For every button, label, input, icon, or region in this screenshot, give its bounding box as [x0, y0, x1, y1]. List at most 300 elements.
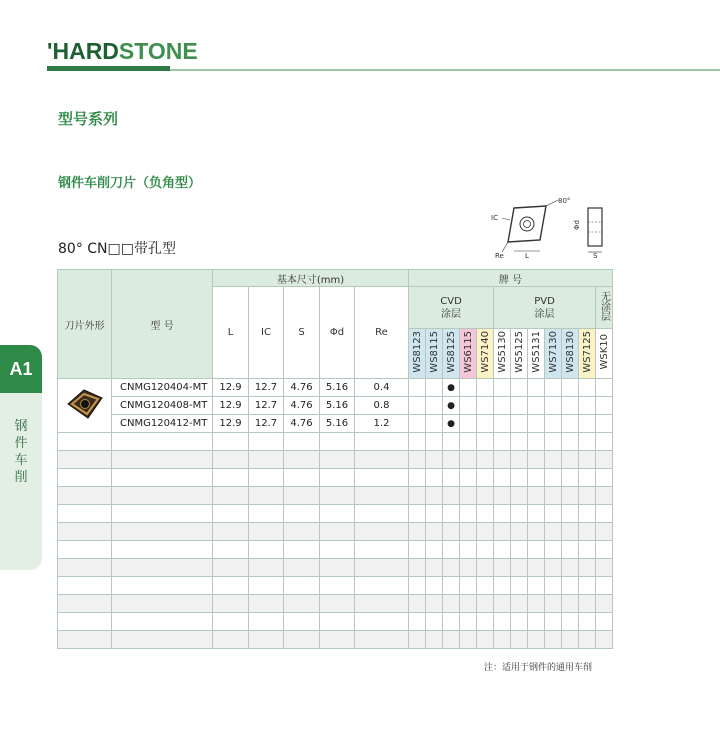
- empty-cell: [528, 613, 545, 631]
- empty-cell: [284, 505, 320, 523]
- empty-cell: [477, 559, 494, 577]
- empty-cell: [545, 541, 562, 559]
- empty-cell: [460, 487, 477, 505]
- empty-cell: [562, 631, 579, 649]
- header-grade-wsk10: [596, 329, 613, 379]
- empty-cell: [545, 577, 562, 595]
- empty-table-row: [58, 469, 613, 487]
- label-s: S: [593, 252, 598, 260]
- empty-cell: [58, 559, 112, 577]
- empty-cell: [511, 451, 528, 469]
- empty-cell: [320, 631, 355, 649]
- empty-cell: [355, 595, 409, 613]
- empty-cell: [213, 631, 249, 649]
- grade-label: WS6115: [462, 331, 474, 373]
- empty-cell: [58, 631, 112, 649]
- empty-cell: [320, 505, 355, 523]
- empty-cell: [562, 433, 579, 451]
- empty-cell: [477, 613, 494, 631]
- empty-cell: [443, 577, 460, 595]
- empty-cell: [443, 451, 460, 469]
- insert-shape-cell: [58, 379, 112, 433]
- cell-s: 4.76: [284, 415, 320, 433]
- empty-cell: [579, 577, 596, 595]
- empty-cell: [545, 523, 562, 541]
- empty-cell: [355, 523, 409, 541]
- grade-mark-cell: [477, 415, 494, 433]
- empty-cell: [579, 559, 596, 577]
- empty-cell: [320, 469, 355, 487]
- cell-s: 4.76: [284, 379, 320, 397]
- recommended-mark: ●: [447, 419, 455, 429]
- empty-cell: [112, 505, 213, 523]
- empty-cell: [579, 631, 596, 649]
- empty-cell: [477, 631, 494, 649]
- empty-cell: [494, 595, 511, 613]
- empty-cell: [320, 577, 355, 595]
- empty-cell: [58, 451, 112, 469]
- empty-cell: [494, 613, 511, 631]
- insert-hole-shape: [520, 217, 534, 231]
- insert-dimension-diagram: [488, 194, 618, 260]
- empty-cell: [249, 487, 284, 505]
- label-d: Φd: [573, 220, 581, 230]
- empty-cell: [409, 559, 426, 577]
- grade-mark-cell: [596, 397, 613, 415]
- header-pvd: PVD 涂层: [494, 287, 596, 329]
- empty-cell: [460, 559, 477, 577]
- empty-cell: [579, 433, 596, 451]
- empty-table-row: [58, 577, 613, 595]
- empty-cell: [249, 559, 284, 577]
- empty-cell: [409, 595, 426, 613]
- grade-mark-cell: [426, 379, 443, 397]
- empty-cell: [511, 433, 528, 451]
- section-title: 型号系列: [58, 110, 119, 128]
- empty-cell: [58, 505, 112, 523]
- empty-cell: [426, 451, 443, 469]
- empty-cell: [545, 487, 562, 505]
- empty-cell: [426, 559, 443, 577]
- table-row: [58, 397, 613, 415]
- empty-cell: [284, 577, 320, 595]
- recommended-mark: ●: [447, 383, 455, 393]
- header-grade-ws8130: [562, 329, 579, 379]
- empty-cell: [284, 451, 320, 469]
- empty-cell: [477, 541, 494, 559]
- empty-cell: [528, 433, 545, 451]
- empty-cell: [494, 451, 511, 469]
- insert-side-view-shape: [588, 208, 602, 246]
- empty-cell: [528, 577, 545, 595]
- empty-cell: [213, 595, 249, 613]
- cell-re: 1.2: [355, 415, 409, 433]
- grade-mark-cell: [511, 397, 528, 415]
- header-grade-group: 牌 号: [409, 270, 613, 287]
- insert-image: [62, 384, 108, 424]
- header-grade-ws6115: [460, 329, 477, 379]
- cell-d: 5.16: [320, 415, 355, 433]
- empty-cell: [320, 541, 355, 559]
- brand-logo: [47, 38, 198, 65]
- header-grade-ws8125: [443, 329, 460, 379]
- label-angle: 80°: [558, 197, 571, 205]
- empty-cell: [320, 613, 355, 631]
- header-grade-ws7140: [477, 329, 494, 379]
- empty-cell: [596, 559, 613, 577]
- empty-cell: [213, 505, 249, 523]
- cell-l: 12.9: [213, 415, 249, 433]
- empty-cell: [511, 595, 528, 613]
- empty-cell: [494, 469, 511, 487]
- empty-cell: [562, 559, 579, 577]
- empty-cell: [596, 595, 613, 613]
- grade-mark-cell: [477, 397, 494, 415]
- empty-cell: [249, 541, 284, 559]
- empty-cell: [596, 577, 613, 595]
- header-model: 型 号: [112, 270, 213, 379]
- empty-cell: [528, 595, 545, 613]
- empty-cell: [545, 451, 562, 469]
- empty-cell: [426, 487, 443, 505]
- grade-mark-cell: [443, 379, 460, 397]
- grade-mark-cell: [409, 415, 426, 433]
- empty-cell: [579, 595, 596, 613]
- grade-mark-cell: [579, 379, 596, 397]
- grade-label: WS8130: [564, 331, 576, 373]
- empty-cell: [409, 469, 426, 487]
- empty-cell: [579, 451, 596, 469]
- empty-cell: [596, 523, 613, 541]
- empty-cell: [596, 451, 613, 469]
- empty-cell: [213, 577, 249, 595]
- side-tab-label: [12, 418, 30, 486]
- header-grade-ws5125: [511, 329, 528, 379]
- footnote: 注：适用于钢件的通用车削: [484, 663, 593, 673]
- grade-label: WS5130: [496, 331, 508, 373]
- empty-cell: [545, 505, 562, 523]
- ic-leader-line: [502, 218, 510, 220]
- empty-cell: [443, 505, 460, 523]
- empty-cell: [355, 541, 409, 559]
- empty-cell: [596, 613, 613, 631]
- empty-cell: [460, 523, 477, 541]
- empty-cell: [596, 541, 613, 559]
- empty-cell: [355, 487, 409, 505]
- empty-cell: [443, 559, 460, 577]
- empty-cell: [562, 505, 579, 523]
- empty-cell: [58, 433, 112, 451]
- empty-cell: [528, 451, 545, 469]
- empty-cell: [528, 505, 545, 523]
- empty-cell: [477, 469, 494, 487]
- header-grade-ws8115: [426, 329, 443, 379]
- empty-cell: [511, 523, 528, 541]
- recommended-mark: ●: [447, 401, 455, 411]
- grade-label: WS7125: [581, 331, 593, 373]
- side-label-char: 削: [14, 470, 28, 485]
- table-row: [58, 415, 613, 433]
- cell-model: CNMG120404-MT: [112, 379, 213, 397]
- empty-cell: [112, 451, 213, 469]
- empty-cell: [409, 613, 426, 631]
- empty-cell: [477, 595, 494, 613]
- empty-cell: [213, 487, 249, 505]
- logo-text-stone: STONE: [118, 38, 198, 64]
- empty-cell: [112, 613, 213, 631]
- angle-leader-line: [546, 200, 558, 206]
- cell-model: CNMG120412-MT: [112, 415, 213, 433]
- empty-cell: [213, 613, 249, 631]
- empty-cell: [320, 451, 355, 469]
- side-label-char: 车: [14, 453, 28, 468]
- empty-cell: [426, 541, 443, 559]
- empty-cell: [443, 613, 460, 631]
- re-leader-line: [502, 242, 508, 252]
- empty-cell: [112, 577, 213, 595]
- grade-mark-cell: [443, 397, 460, 415]
- empty-cell: [596, 433, 613, 451]
- empty-table-row: [58, 595, 613, 613]
- empty-cell: [460, 613, 477, 631]
- empty-cell: [511, 469, 528, 487]
- empty-cell: [477, 577, 494, 595]
- grade-label: WS7140: [479, 331, 491, 373]
- empty-cell: [426, 433, 443, 451]
- empty-cell: [249, 433, 284, 451]
- grade-mark-cell: [494, 397, 511, 415]
- empty-cell: [426, 505, 443, 523]
- empty-cell: [355, 631, 409, 649]
- cell-re: 0.8: [355, 397, 409, 415]
- empty-cell: [511, 487, 528, 505]
- empty-cell: [409, 433, 426, 451]
- grade-mark-cell: [545, 379, 562, 397]
- empty-cell: [443, 631, 460, 649]
- empty-table-row: [58, 433, 613, 451]
- empty-cell: [579, 505, 596, 523]
- empty-cell: [213, 541, 249, 559]
- label-re: Re: [495, 252, 504, 260]
- insert-hole-inner-shape: [524, 221, 531, 228]
- label-ic: IC: [491, 214, 498, 222]
- grade-label: WS5131: [530, 331, 542, 373]
- empty-table-row: [58, 559, 613, 577]
- empty-cell: [460, 595, 477, 613]
- empty-cell: [249, 595, 284, 613]
- empty-cell: [284, 433, 320, 451]
- empty-cell: [460, 451, 477, 469]
- grade-mark-cell: [409, 379, 426, 397]
- empty-table-row: [58, 451, 613, 469]
- grade-mark-cell: [596, 379, 613, 397]
- empty-cell: [58, 541, 112, 559]
- empty-cell: [355, 577, 409, 595]
- grade-mark-cell: [579, 397, 596, 415]
- empty-cell: [443, 433, 460, 451]
- header-uncoated: [596, 287, 613, 329]
- empty-cell: [249, 613, 284, 631]
- empty-cell: [562, 469, 579, 487]
- empty-cell: [112, 487, 213, 505]
- side-label-char: 钢: [14, 419, 28, 434]
- empty-cell: [562, 595, 579, 613]
- empty-cell: [249, 469, 284, 487]
- cell-ic: 12.7: [249, 379, 284, 397]
- logo-underline: [47, 66, 170, 71]
- empty-cell: [511, 631, 528, 649]
- empty-cell: [579, 523, 596, 541]
- empty-cell: [409, 487, 426, 505]
- empty-cell: [460, 433, 477, 451]
- empty-cell: [562, 541, 579, 559]
- empty-cell: [596, 487, 613, 505]
- empty-cell: [511, 577, 528, 595]
- empty-cell: [579, 487, 596, 505]
- grade-mark-cell: [528, 379, 545, 397]
- grade-mark-cell: [494, 379, 511, 397]
- empty-cell: [213, 433, 249, 451]
- empty-cell: [112, 559, 213, 577]
- side-label-char: 件: [14, 436, 28, 451]
- grade-mark-cell: [409, 397, 426, 415]
- empty-cell: [494, 505, 511, 523]
- empty-cell: [477, 451, 494, 469]
- empty-cell: [426, 523, 443, 541]
- empty-cell: [562, 577, 579, 595]
- empty-cell: [528, 631, 545, 649]
- grade-mark-cell: [562, 379, 579, 397]
- empty-cell: [249, 451, 284, 469]
- grade-mark-cell: [460, 379, 477, 397]
- empty-cell: [284, 541, 320, 559]
- empty-table-row: [58, 487, 613, 505]
- cell-s: 4.76: [284, 397, 320, 415]
- empty-cell: [443, 541, 460, 559]
- header-shape: 刀片外形: [58, 270, 112, 379]
- empty-table-row: [58, 523, 613, 541]
- header-dimensions-group: 基本尺寸(mm): [213, 270, 409, 287]
- table-row: [58, 379, 613, 397]
- empty-cell: [284, 631, 320, 649]
- cell-l: 12.9: [213, 397, 249, 415]
- empty-cell: [494, 523, 511, 541]
- empty-table-row: [58, 631, 613, 649]
- empty-cell: [284, 469, 320, 487]
- cell-ic: 12.7: [249, 397, 284, 415]
- insert-outline-shape: [508, 206, 546, 242]
- empty-cell: [426, 613, 443, 631]
- header-grade-ws8123: [409, 329, 426, 379]
- logo-text-hard: 'HARD: [47, 38, 119, 64]
- empty-cell: [443, 523, 460, 541]
- section-subtitle: 钢件车削刀片（负角型）: [58, 176, 202, 191]
- empty-cell: [494, 541, 511, 559]
- empty-cell: [213, 469, 249, 487]
- empty-cell: [562, 523, 579, 541]
- side-tab-code: A1: [0, 345, 42, 393]
- grade-mark-cell: [528, 415, 545, 433]
- empty-cell: [545, 631, 562, 649]
- label-l: L: [525, 252, 529, 260]
- header-dim-l: L: [213, 287, 249, 379]
- empty-cell: [511, 541, 528, 559]
- empty-cell: [320, 433, 355, 451]
- empty-cell: [528, 469, 545, 487]
- empty-cell: [409, 523, 426, 541]
- grade-label: WS7130: [547, 331, 559, 373]
- empty-cell: [355, 613, 409, 631]
- empty-cell: [213, 523, 249, 541]
- insert-spec-table: [57, 269, 613, 649]
- grade-mark-cell: [426, 415, 443, 433]
- empty-cell: [249, 577, 284, 595]
- header-dim-d: Φd: [320, 287, 355, 379]
- empty-cell: [494, 631, 511, 649]
- header-dim-ic: IC: [249, 287, 284, 379]
- empty-cell: [426, 631, 443, 649]
- empty-cell: [596, 469, 613, 487]
- empty-cell: [443, 469, 460, 487]
- empty-cell: [355, 559, 409, 577]
- empty-cell: [579, 469, 596, 487]
- empty-table-row: [58, 541, 613, 559]
- empty-cell: [460, 469, 477, 487]
- empty-cell: [494, 559, 511, 577]
- empty-cell: [58, 523, 112, 541]
- empty-cell: [320, 487, 355, 505]
- empty-cell: [355, 505, 409, 523]
- empty-cell: [58, 487, 112, 505]
- empty-cell: [494, 577, 511, 595]
- empty-cell: [284, 487, 320, 505]
- header-dim-re: Re: [355, 287, 409, 379]
- empty-cell: [528, 541, 545, 559]
- empty-cell: [579, 613, 596, 631]
- empty-cell: [562, 613, 579, 631]
- empty-cell: [460, 577, 477, 595]
- empty-cell: [249, 505, 284, 523]
- empty-cell: [213, 451, 249, 469]
- empty-cell: [511, 505, 528, 523]
- header-rule: [170, 69, 720, 71]
- cell-l: 12.9: [213, 379, 249, 397]
- empty-table-row: [58, 505, 613, 523]
- empty-cell: [528, 487, 545, 505]
- empty-table-row: [58, 613, 613, 631]
- grade-mark-cell: [596, 415, 613, 433]
- empty-cell: [477, 505, 494, 523]
- empty-cell: [528, 559, 545, 577]
- empty-cell: [477, 487, 494, 505]
- empty-cell: [477, 523, 494, 541]
- grade-mark-cell: [545, 397, 562, 415]
- cell-model: CNMG120408-MT: [112, 397, 213, 415]
- grade-label: WS8123: [411, 331, 423, 373]
- cell-re: 0.4: [355, 379, 409, 397]
- empty-cell: [460, 505, 477, 523]
- empty-cell: [58, 595, 112, 613]
- empty-cell: [355, 451, 409, 469]
- grade-label: WSK10: [598, 334, 610, 370]
- empty-cell: [426, 469, 443, 487]
- empty-cell: [112, 595, 213, 613]
- empty-cell: [409, 505, 426, 523]
- empty-cell: [213, 559, 249, 577]
- empty-cell: [545, 595, 562, 613]
- empty-cell: [460, 631, 477, 649]
- cell-d: 5.16: [320, 397, 355, 415]
